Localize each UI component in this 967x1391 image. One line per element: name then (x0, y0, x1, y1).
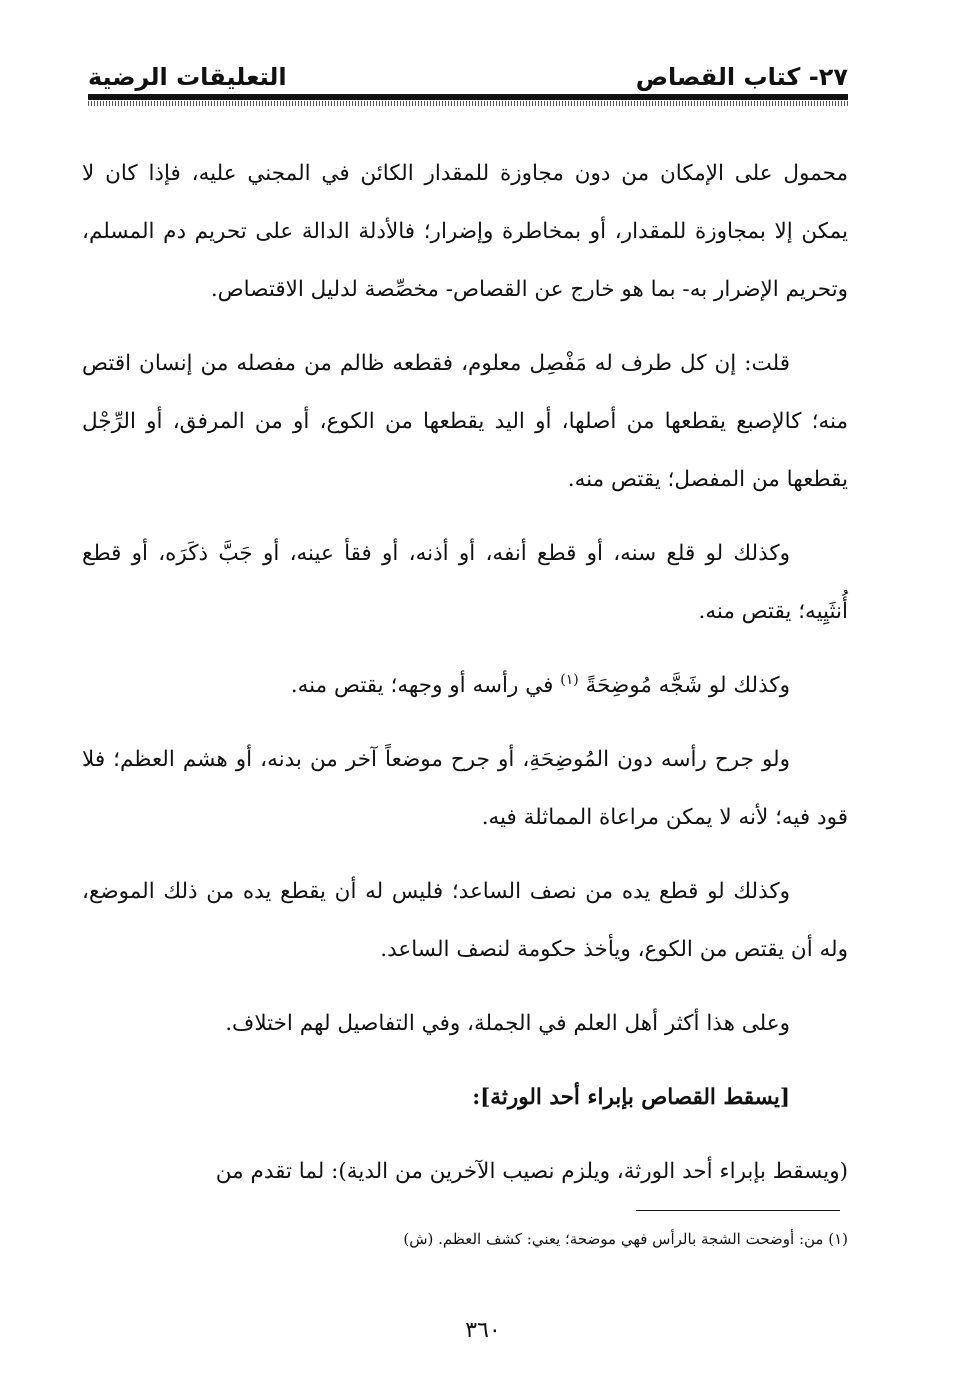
paragraph-with-footnote (82, 657, 848, 715)
chapter-title: ٢٧- كتاب القصاص (635, 63, 848, 91)
paragraph-text: وكذلك لو شَجَّه مُوضِحَةً (578, 673, 790, 698)
body-text (82, 145, 848, 1217)
paragraph: ولو جرح رأسه دون المُوضِحَةِ، أو جرح موضعاً آخر من بدنه، أو هشم العظم؛ فلا قود فيه؛ لأنه لا يمكن مراعاة المماثلة فيه. (82, 747, 848, 830)
paragraph: محمول على الإمكان من دون مجاوزة للمقدار الكائن في المجني عليه، فإذا كان لا يمكن إلا بمجاوزة للمقدار، أو بمخاطرة وإضرار؛ فالأدلة الدالة على تحريم دم المسلم، وتحريم الإضرار به- بما هو خارج عن القصاص- مخصِّصة لدليل الاقتصاص. (82, 161, 848, 302)
paragraph-text: في رأسه أو وجهه؛ يقتص منه. (290, 673, 561, 698)
header-rule-hatch (88, 101, 848, 106)
footnote-reference[interactable]: (١) (560, 671, 579, 688)
section-heading: [يسقط القصاص بإبراء أحد الورثة]: (472, 1085, 790, 1110)
paragraph: وكذلك لو قلع سنه، أو قطع أنفه، أو أذنه، أو فقأ عينه، أو جَبَّ ذكَرَه، أو قطع أُنثَيِيه؛ يقتص منه. (82, 541, 848, 624)
paragraph: وعلى هذا أكثر أهل العلم في الجملة، وفي التفاصيل لهم اختلاف. (225, 1011, 790, 1036)
running-header (88, 60, 848, 94)
book-title: التعليقات الرضية (88, 63, 287, 91)
footnote: (١) من: أوضحت الشجة بالرأس فهي موضحة؛ يعني: كشف العظم. (ش) (403, 1230, 848, 1248)
paragraph: (ويسقط بإبراء أحد الورثة، ويلزم نصيب الآخرين من الدية): لما تقدم من (215, 1159, 848, 1184)
header-rule (88, 94, 848, 106)
page-number: ٣٦٠ (465, 1318, 501, 1343)
header-rule-thick (88, 94, 848, 100)
paragraph: قلت: إن كل طرف له مَفْصِل معلوم، فقطعه ظالم من مفصله من إنسان اقتص منه؛ كالإصبع يقطعها من أصلها، أو اليد يقطعها من الكوع، أو من المرفق، أو الرِّجْل يقطعها من المفصل؛ يقتص منه. (82, 351, 848, 492)
footnote-separator (636, 1210, 840, 1211)
paragraph: وكذلك لو قطع يده من نصف الساعد؛ فليس له أن يقطع يده من ذلك الموضع، وله أن يقتص من الكوع، ويأخذ حكومة لنصف الساعد. (82, 879, 848, 962)
